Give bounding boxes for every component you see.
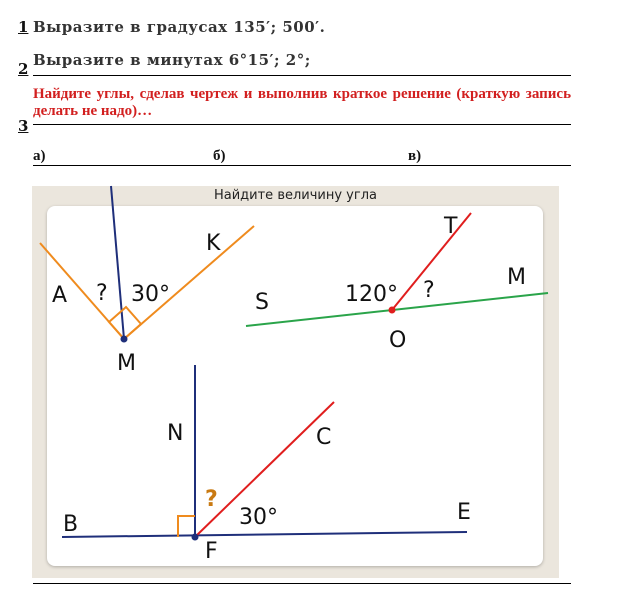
- label-f: F: [205, 539, 218, 564]
- label-unknown-3: ?: [205, 487, 218, 512]
- task-1-text: Выразите в градусах 135′; 500′.: [33, 18, 326, 36]
- point-f-dot: [192, 534, 199, 541]
- task-3-number: 3: [18, 117, 29, 135]
- task-1-number: 1: [18, 18, 29, 36]
- label-k: K: [206, 231, 221, 256]
- label-m: M: [117, 351, 136, 376]
- label-unknown-1: ?: [96, 281, 108, 306]
- label-a: A: [52, 283, 68, 308]
- label-unknown-2: ?: [423, 278, 435, 303]
- label-e: E: [457, 500, 471, 525]
- right-angle-marker-f: [178, 516, 195, 537]
- label-angle-30-3: 30°: [239, 505, 278, 530]
- label-n: N: [167, 421, 184, 446]
- figure-title: Найдите величину угла: [213, 188, 377, 203]
- right-angle-marker-m: [109, 307, 141, 339]
- task-2-number: 2: [18, 60, 29, 78]
- line-be: [62, 532, 467, 537]
- bottom-rule: [33, 583, 571, 584]
- label-c: C: [316, 425, 332, 450]
- label-angle-30-1: 30°: [131, 282, 170, 307]
- label-b: B: [63, 512, 79, 537]
- point-m-dot: [121, 336, 128, 343]
- task-3-text: Найдите углы, сделав чертеж и выполнив краткое решение (краткую запись делать не надо)…: [33, 86, 571, 119]
- column-b-label: б): [213, 148, 226, 164]
- label-t: T: [444, 214, 458, 239]
- column-c-label: в): [408, 148, 422, 164]
- task-2-text: Выразите в минутах 6°15′; 2°;: [33, 51, 311, 69]
- point-o-dot: [389, 307, 396, 314]
- label-angle-120: 120°: [345, 282, 398, 307]
- label-m-2: M: [507, 265, 526, 290]
- column-a-label: а): [33, 148, 46, 164]
- ray-m-up: [111, 186, 124, 339]
- label-s: S: [255, 290, 269, 315]
- label-o: O: [389, 328, 407, 353]
